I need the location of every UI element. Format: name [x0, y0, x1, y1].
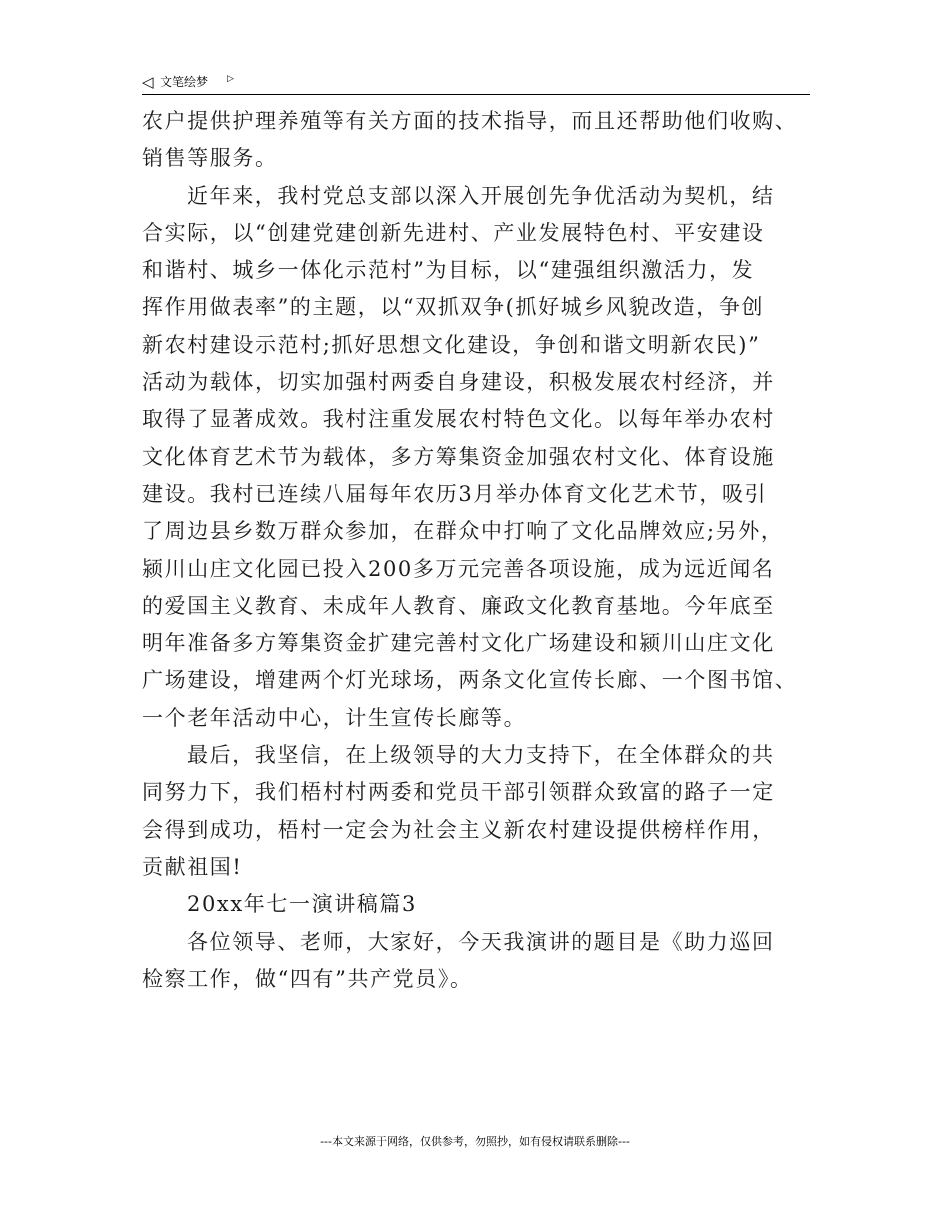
paragraph-start-line: 各位领导、老师，大家好，今天我演讲的题目是《助力巡回	[187, 929, 775, 954]
document-body	[142, 103, 812, 998]
paragraph-start-line: 近年来，我村党总支部以深入开展创先争优活动为契机，结	[187, 183, 775, 208]
right-triangle-icon: ▷	[227, 74, 234, 84]
text-line: 新农村建设示范村;抓好思想文化建设，争创和谐文明新农民)”	[142, 332, 761, 357]
text-line: 检察工作，做“四有”共产党员》。	[142, 966, 473, 991]
text-line: 和谐村、城乡一体化示范村”为目标，以“建强组织激活力，发	[142, 258, 755, 283]
header-brand: 文笔绘梦	[160, 75, 209, 89]
text-line: 广场建设，增建两个灯光球场，两条文化宣传长廊、一个图书馆、	[142, 668, 798, 693]
header-rule	[142, 94, 810, 95]
paragraph-start-line: 最后，我坚信，在上级领导的大力支持下，在全体群众的共	[187, 743, 775, 768]
section-heading: 20xx年七一演讲稿篇3	[187, 892, 417, 917]
text-line: 的爱国主义教育、未成年人教育、廉政文化教育基地。今年底至	[142, 593, 775, 618]
footer-disclaimer: ---本文来源于网络，仅供参考，勿照抄，如有侵权请联系删除---	[320, 1135, 630, 1148]
text-line: 文化体育艺术节为载体，多方筹集资金加强农村文化、体育设施	[142, 444, 775, 469]
text-line: 建设。我村已连续八届每年农历3月举办体育文化艺术节，吸引	[142, 481, 768, 506]
text-line: 颍川山庄文化园已投入200多万元完善各项设施，成为远近闻名	[142, 556, 775, 581]
text-line: 同努力下，我们梧村村两委和党员干部引领群众致富的路子一定	[142, 780, 775, 805]
text-line: 挥作用做表率”的主题，以“双抓双争(抓好城乡风貌改造，争创	[142, 295, 765, 320]
text-line: 一个老年活动中心，计生宣传长廊等。	[142, 705, 527, 730]
text-line: 合实际，以“创建党建创新先进村、产业发展特色村、平安建设	[142, 220, 765, 245]
text-line: 会得到成功，梧村一定会为社会主义新农村建设提供榜样作用，	[142, 817, 775, 842]
text-line: 明年准备多方筹集资金扩建完善村文化广场建设和颍川山庄文化	[142, 631, 775, 656]
text-line: 农户提供护理养殖等有关方面的技术指导，而且还帮助他们收购、	[142, 109, 798, 133]
text-line: 销售等服务。	[142, 146, 278, 171]
page-header	[142, 70, 810, 96]
text-line: 取得了显著成效。我村注重发展农村特色文化。以每年举办农村	[142, 407, 775, 432]
text-line: 活动为载体，切实加强村两委自身建设，积极发展农村经济，并	[142, 370, 775, 395]
text-line: 了周边县乡数万群众参加，在群众中打响了文化品牌效应;另外，	[142, 519, 784, 544]
left-triangle-icon: ◁	[142, 73, 154, 91]
text-line: 贡献祖国!	[142, 854, 243, 879]
